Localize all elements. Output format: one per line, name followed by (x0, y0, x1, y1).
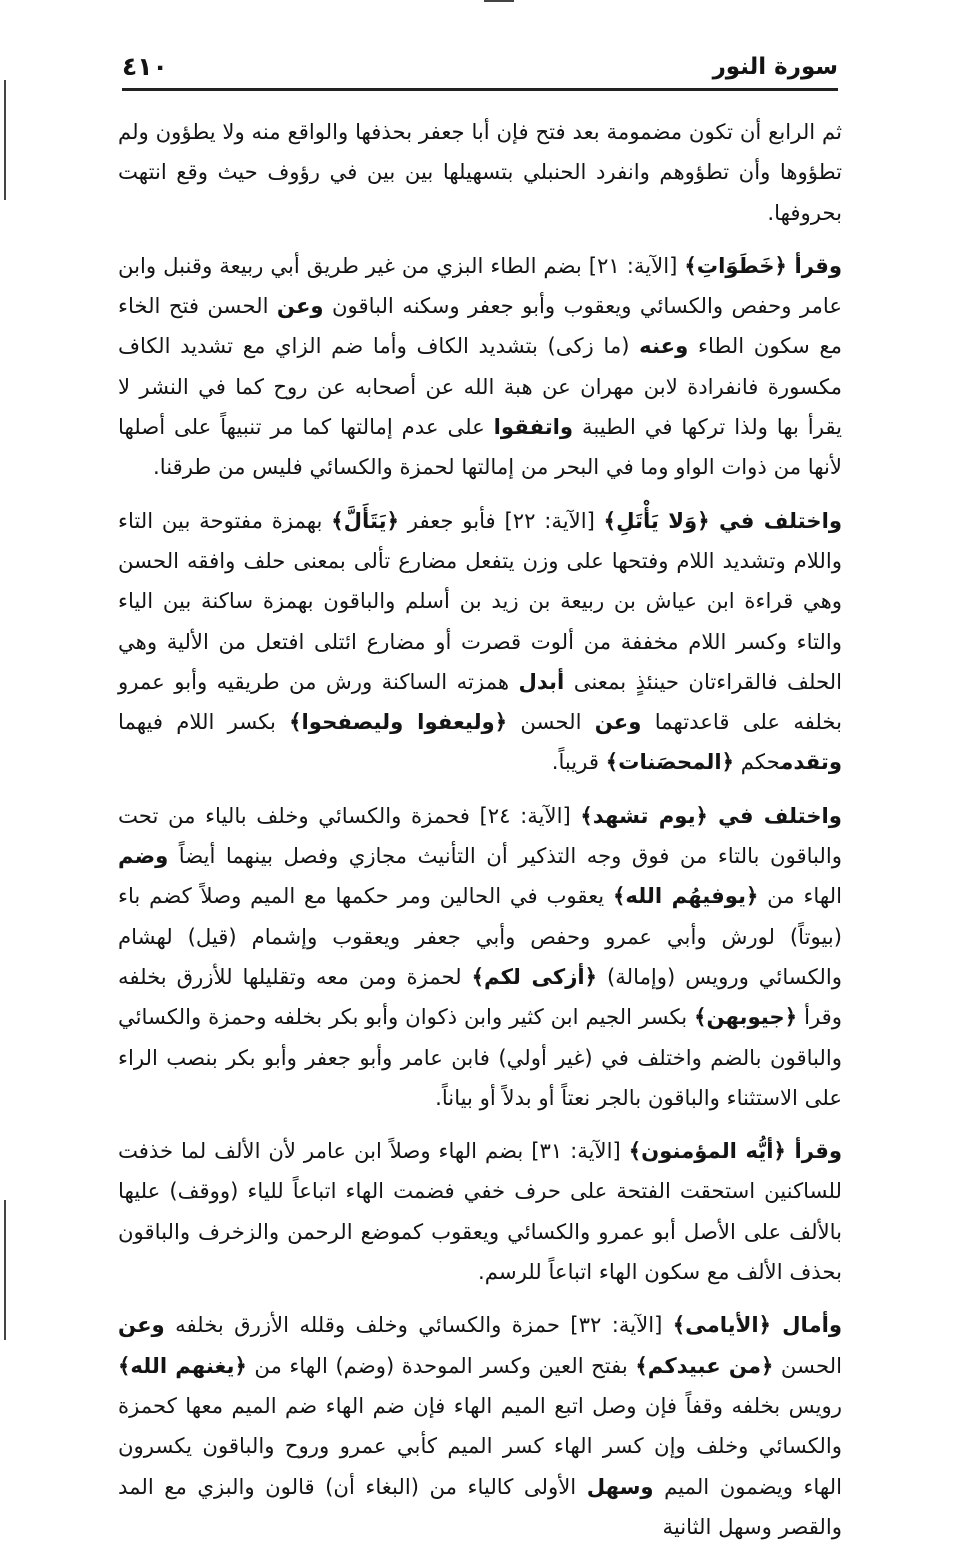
text-run: [الآية: ٢١] بضم الطاء البزي من غير طريق أبي ربيعة وقنبل وابن عامر وحفص والكسائي ويعقوب وأبو جعفر وسكنه الباقون (118, 252, 842, 319)
text-run: [الآية: ٣١] بضم الهاء وصلاً ابن عامر لأن الألف لما خذفت للساكنين استحقت الفتحة على حرف خفي فضمت الهاء اتباعاً للياء (ووقف) عليها بالألف على الأصل أبو عمرو والكسائي ويعقوب كموضع الرحمن والزخرف والباقون بحذف الألف مع سكون الهاء اتباعاً للرسم. (118, 1138, 842, 1285)
bold-term: ﴿يوفيهُم الله﴾ (613, 883, 759, 909)
bold-term: ﴿وليعفوا وليصفحوا﴾ (289, 709, 508, 735)
text-run: بكسر اللام فيهما (118, 709, 290, 735)
bold-term: ﴿المحصَنات﴾ (605, 749, 735, 775)
text-run: [الآية: ٢٤] فحمزة والكسائي وخلف بالياء من تحت والباقون بالتاء من فوق وجه التذكير أن التأنيث مجازي وفصل بينهما أيضاً (118, 802, 842, 869)
text-run: [الآية: ٣٢] حمزة والكسائي وخلف وقلله الأزرق بخلفه (164, 1312, 673, 1338)
bold-term: ﴿من عبيدكم﴾ (635, 1352, 774, 1378)
text-run: الهاء من (758, 883, 842, 909)
text-run: حكم (734, 749, 781, 775)
text-run: الحسن فتح الخاء مع سكون الطاء (118, 293, 843, 359)
bold-term: وتقدم (780, 749, 842, 775)
text-run: الحسن (507, 709, 595, 735)
scan-edge-mark-left (4, 80, 6, 200)
text-run: رويس بخلفه وقفاً فإن وصل اتبع الميم الهاء فإن ضم الهاء ضم الميم معها كحمزة والكسائي وخلف وإن كسر الهاء كسر الميم كأبي عمرو وروح والباقون يكسرون الهاء ويضمون الميم (118, 1392, 842, 1499)
bold-term: وعن (276, 293, 324, 319)
text-run: الأولى كالياء من (البغاء أن) قالون والبزي مع المد والقصر وسهل الثانية (118, 1473, 842, 1539)
bold-term: ﴿أزكى لكم﴾ (471, 963, 598, 989)
text-run: الحسن (773, 1352, 842, 1378)
bold-term: وقرأ ﴿خَطَوَاتِ﴾ (684, 252, 843, 278)
text-run: على عدم إمالتها كما مر تنبيهاً على أصلها لأنها من ذوات الواو وما في البحر من إمالتها لحمزة والكسائي فليس من طرقنا. (118, 414, 842, 480)
page-number: ٤١٠ (122, 52, 168, 81)
paragraph (118, 112, 842, 233)
bold-term: أبدل (518, 668, 565, 694)
paragraph (118, 246, 842, 488)
bold-term: ﴿يَتَأَلَّ﴾ (331, 507, 399, 533)
bold-term: وأمال ﴿الأيامى﴾ (672, 1312, 842, 1338)
text-run: [الآية: ٢٢] فأبو جعفر (399, 507, 604, 533)
paragraph (118, 1131, 842, 1292)
text-run: بكسر الجيم ابن كثير وابن ذكوان وأبو بكر بخلفه وحمزة والكسائي والباقون بالضم واختلف في (غير أولي) فابن عامر وأبو جعفر وأبو بكر بنصب الراء على الاستثناء والباقون بالجر نعتاً أو بدلاً أو بياناً. (118, 1004, 842, 1110)
bold-term: ﴿يغنهم الله﴾ (118, 1352, 247, 1378)
bold-term: واتفقوا (493, 414, 574, 440)
surah-title: سورة النور (712, 54, 838, 80)
bold-term: وضم (118, 843, 169, 869)
paragraph (118, 501, 842, 783)
bold-term: وسهل (586, 1473, 654, 1499)
scan-edge-mark-top (484, 0, 514, 2)
bold-term: وعن (118, 1312, 165, 1338)
body-text (118, 112, 842, 1560)
text-run: لحمزة ومن معه وتقليلها للأزرق بخلفه وقرأ (118, 963, 843, 1030)
text-run: بفتح العين وكسر الموحدة (وضم) الهاء من (246, 1352, 636, 1378)
paragraph (118, 796, 842, 1118)
scan-edge-mark-left-lower (4, 1200, 6, 1340)
text-run: (ما زكى) بتشديد الكاف وأما ضم الزاي مع تشديد الكاف مكسورة فانفرادة لابن مهران عن هبة الله عن أصحابه عن روح كما في النشر لا يقرأ بها ولذا تركها في الطيبة (118, 333, 842, 440)
bold-term: واختلف في ﴿وَلا يَأْتَلِ﴾ (603, 507, 842, 533)
paragraph (118, 1305, 842, 1547)
bold-term: وعنه (639, 333, 689, 359)
text-run: قريباً. (551, 749, 606, 775)
bold-term: وعن (594, 709, 642, 735)
text-run: همزته الساكنة ورش من طريقيه وأبو عمرو بخلفه على قاعدتهما (118, 668, 842, 735)
page-header (122, 52, 838, 94)
bold-term: واختلف في ﴿يوم تشهد﴾ (580, 802, 842, 828)
bold-term: وقرأ ﴿أيُّه المؤمنون﴾ (628, 1138, 842, 1164)
text-run: ثم الرابع أن تكون مضمومة بعد فتح فإن أبا جعفر بحذفها والواقع منه ولا يطؤون ولم تطؤوها وأن تطؤوهم وانفرد الحنبلي بتسهيلها بين بين في رؤوف حيث وقع انتهت بحروفها. (118, 119, 842, 225)
bold-term: ﴿جيوبهن﴾ (694, 1004, 798, 1030)
header-rule (122, 88, 838, 91)
text-run: بهمزة مفتوحة بين التاء واللام وتشديد اللام وفتحها على وزن يتفعل مضارع تألى بمعنى حلف وافقه الحسن وهي قراءة ابن عياش بن ربيعة بن زيد بن أسلم والباقون بهمزة ساكنة بين الياء والتاء وكسر اللام مخففة من ألوت قصرت أو مضارع ائتلى افتعل من الألية وهي الحلف فالقراءتان حينئذٍ بمعنى (118, 507, 842, 694)
text-run: يعقوب في الحالين ومر حكمها مع الميم وصلاً كضم باء (بيوتاً) لورش وأبي عمرو وحفص وأبي جعفر ويعقوب وإشمام (قيل) لهشام والكسائي ورويس (وإمالة) (118, 883, 842, 989)
